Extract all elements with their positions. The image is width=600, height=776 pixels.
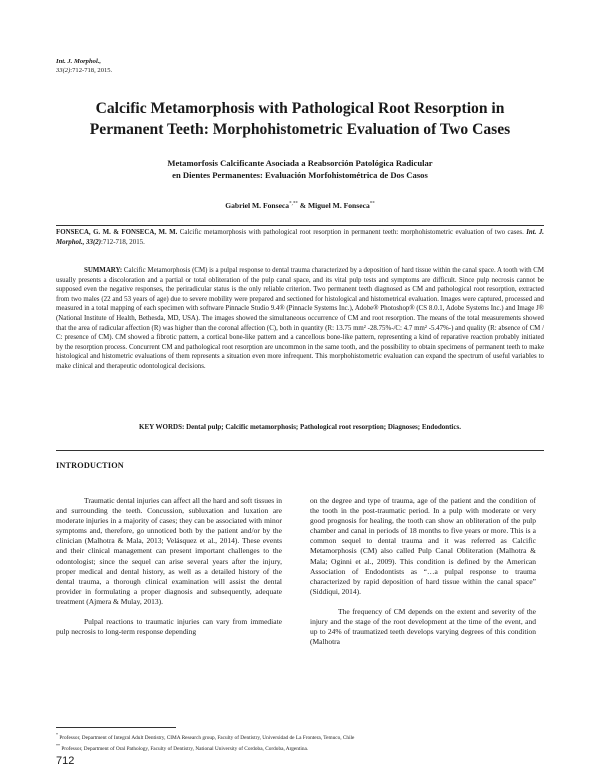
- footnote-1-mark: *: [56, 732, 58, 737]
- introduction-heading: INTRODUCTION: [56, 461, 124, 470]
- journal-pages: :712-718, 2015.: [70, 67, 113, 74]
- journal-name: Int. J. Morphol.,: [56, 58, 102, 65]
- citation-journal: Int. J. Morphol., 33(2): [56, 229, 544, 246]
- subtitle-line-1: Metamorfosis Calcificante Asociada a Reabsorción Patológica Radicular: [167, 158, 433, 168]
- intro-paragraph-3: The frequency of CM depends on the extent and severity of the injury and the stage of the root development at the time of the event, and up to 24% of traumatized teeth develops varying degrees of this condition (Malhotra: [310, 606, 536, 647]
- spanish-title: [90, 157, 510, 181]
- title-line-2: Permanent Teeth: Morphohistometric Evaluation of Two Cases: [89, 121, 511, 138]
- author-1: Gabriel M. Fonseca: [225, 201, 290, 210]
- author-2-affiliation: **: [369, 201, 375, 207]
- footnote-2: [56, 742, 544, 753]
- author-line: [0, 201, 600, 210]
- footnote-2-text: Professor, Department of Oral Pathology, Faculty of Dentistry, National University of Cordoba, Cordoba, Argentina.: [60, 745, 309, 752]
- footnote-1-text: Professor, Department of Integral Adult Dentistry, CIMA Research group, Faculty of Dentistry, Universidad de La Frontera, Temuco, Chile: [58, 734, 355, 741]
- journal-volume: 33(2): [56, 67, 71, 74]
- subtitle-line-2: en Dientes Permanentes: Evaluación Morfohistométrica de Dos Casos: [172, 170, 428, 180]
- abstract: [56, 266, 544, 372]
- author-joiner: &: [297, 201, 308, 210]
- footnotes: [56, 731, 544, 753]
- right-column: [310, 496, 536, 657]
- keywords: KEY WORDS: Dental pulp; Calcific metamorphosis; Pathological root resorption; Diagnoses; Endodontics.: [139, 423, 461, 431]
- author-2: Miguel M. Fonseca: [307, 201, 370, 210]
- footnote-2-mark: **: [56, 742, 60, 748]
- intro-paragraph-2-continued: on the degree and type of trauma, age of the patient and the condition of the tooth in the post-traumatic period. In a pulp with moderate or very good prognosis for healing, the tooth can show an obliteration of the pulp chamber and canal in periods of 18 months to five years or more. This is a common sequel to dental trauma and it was referred as Calcific Metamorphosis (CM) also called Pulp Canal Obliteration (Malhotra & Mala; Oginni et al., 2009). This condition is defined by the American Association of Endodontists as “…a pulpal response to trauma characterized by rapid deposition of hard tissue within the canal space” (Siddiqui, 2014).: [310, 496, 536, 596]
- intro-paragraph-2: Pulpal reactions to traumatic injuries can vary from immediate pulp necrosis to long-term response depending: [56, 617, 282, 637]
- left-column: [56, 496, 282, 647]
- citation-block: [56, 228, 544, 247]
- footnote-1: [56, 731, 544, 742]
- footnote-divider: [56, 727, 176, 728]
- citation-authors: FONSECA, G. M. & FONSECA, M. M.: [56, 229, 178, 236]
- citation-text: Calcific metamorphosis with pathological root resorption in permanent teeth: morphohistometric evaluation of two cases.: [177, 229, 527, 236]
- author-1-affiliation: *,**: [289, 201, 298, 207]
- abstract-divider: [56, 450, 544, 451]
- header-divider: [56, 225, 544, 226]
- intro-paragraph-1: Traumatic dental injuries can affect all the hard and soft tissues in and surrounding the teeth. Concussion, subluxation and luxation are moderate injuries in a majority of cases; they can be associated with minor symptoms and, therefore, go unnoticed both by the patient and/or by the clinician (Malhotra & Mala, 2013; Velásquez et al., 2014). These events and their clinical management can present important challenges to the odontologist; since the sequel can arise several years after the injury, proper medical and dental history, as well as a detailed history of the dental trauma, a thorough clinical examination will assist the dental provider in formulating a proper diagnosis and subsequently, adequate treatment (Ajmera & Mulay, 2013).: [56, 496, 282, 606]
- summary-label: SUMMARY:: [84, 267, 123, 274]
- title-line-1: Calcific Metamorphosis with Pathological Root Resorption in: [95, 100, 505, 117]
- citation-pages: :712-718, 2015.: [100, 238, 145, 246]
- page-number: 712: [56, 755, 75, 767]
- summary-text: Calcific Metamorphosis (CM) is a pulpal response to dental trauma characterized by a deposition of hard tissue within the canal space. A tooth with CM usually presents a discoloration and a partial or total obliteration of the pulp canal space, and its vital pulp tests and symptoms are difficult. Since pulp necrosis cannot be supposed even the negative responses, the periradicular status is the only reliable criterion. Two permanent teeth diagnosed as CM and pathological root resorption, extracted from two males (22 and 53 years of age) due to severe mobility were prepared and sectioned for histological and histometrical evaluation. Images were captured, processed and measured in a total mapping of each specimen with software Pinnacle Studio 9.4® (Pinnacle Systems Inc.), Adobe® Photoshop® (CS 8.0.1, Adobe Systems Inc.) and Image J® (National Institute of Health, Bethesda, MD, USA). The images showed the simultaneous occurrence of CM and root resorption. The means of the total measurements showed that the area of radicular affection (R) was higher than the coronal affection (C), both in quantity (R: 13.75 mm² -28.75%-/C: 4.7 mm² -5.47%-) and quality (R: absence of CM / C: presence of CM). CM showed a fibrotic pattern, a cortical bone-like pattern and a cancellous bone-like pattern, representing a kind of reparative reaction probably initiated by the resorption process. Concurrent CM and pathological root resorption are uncommon in the same tooth, and the possibility to obtain specimens of permanent teeth to make histological and histometric evaluations of them represents a situation even more infrequent. This morphohistometric evaluation can expand the spectrum of useful variables to make clinical and therapeutic odontological decisions.: [56, 267, 544, 370]
- journal-reference: [56, 57, 112, 75]
- paper-title: [40, 98, 560, 140]
- journal-volume-line: [56, 66, 112, 75]
